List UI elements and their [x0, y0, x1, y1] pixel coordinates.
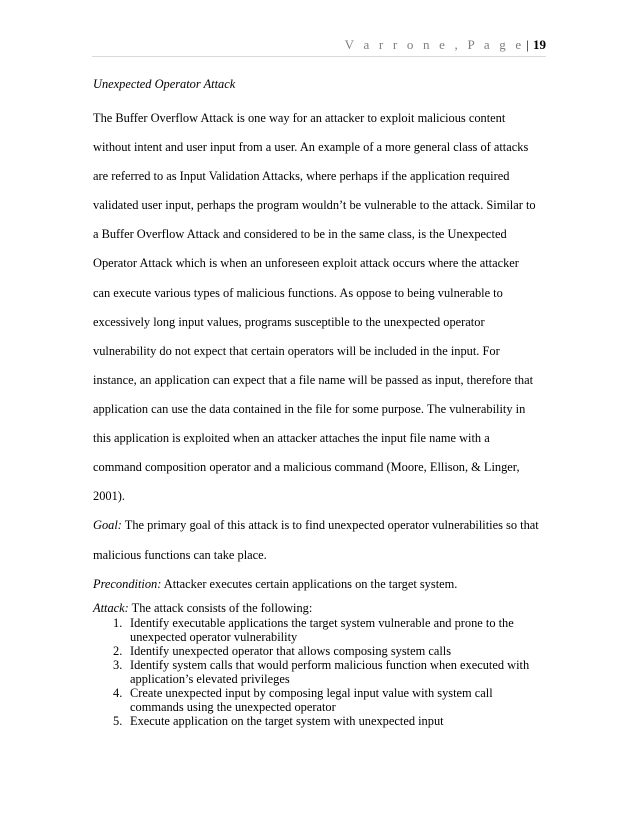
goal-line — [93, 511, 553, 540]
paragraph-line: this application is exploited when an attacker attaches the input file name with a — [93, 431, 490, 446]
list-item — [93, 616, 553, 644]
goal-label: Goal: — [93, 518, 122, 533]
paragraph-line: validated user input, perhaps the program wouldn’t be vulnerable to the attack. Similar to — [93, 198, 536, 213]
paragraph-line: command composition operator and a malicious command (Moore, Ellison, & Linger, — [93, 460, 520, 475]
header-separator: | — [526, 37, 529, 52]
attack-heading — [93, 601, 553, 616]
step-text: Create unexpected input by composing legal input value with system call — [130, 686, 493, 701]
list-item — [93, 686, 553, 714]
page-header — [345, 37, 546, 53]
attack-intro: The attack consists of the following: — [128, 601, 313, 616]
attack-label: Attack: — [93, 601, 129, 616]
list-item — [93, 714, 553, 728]
paragraph-line: The Buffer Overflow Attack is one way for an attacker to exploit malicious content — [93, 111, 506, 125]
step-text: Identify executable applications the target system vulnerable and prone to the — [130, 616, 514, 631]
page-body — [93, 75, 553, 728]
paragraph-line: are referred to as Input Validation Attacks, where perhaps if the application required — [93, 169, 510, 184]
goal-line-2: malicious functions can take place. — [93, 547, 267, 562]
step-text: Identify system calls that would perform malicious function when executed with — [130, 658, 530, 673]
paragraph-line: excessively long input values, programs susceptible to the unexpected operator — [93, 314, 485, 329]
goal-section — [93, 511, 553, 570]
list-item — [93, 644, 553, 658]
paragraph-line: 2001). — [93, 489, 126, 504]
body-paragraph — [93, 104, 553, 511]
list-item — [93, 658, 553, 686]
paragraph-line: a Buffer Overflow Attack and considered to be in the same class, is the Unexpected — [93, 227, 507, 242]
precondition-label: Precondition: — [93, 576, 162, 591]
header-rule — [92, 56, 546, 57]
header-author: V a r r o n e , P a g e — [344, 37, 525, 52]
step-text: Execute application on the target system with unexpected input — [130, 714, 444, 729]
step-text: unexpected operator vulnerability — [130, 630, 298, 645]
attack-section — [93, 601, 553, 728]
step-number: 5. — [113, 714, 123, 729]
step-number: 4. — [113, 686, 123, 701]
step-number: 2. — [113, 644, 123, 659]
paragraph-line: Operator Attack which is when an unforeseen exploit attack occurs where the attacker — [93, 256, 519, 271]
step-number: 3. — [113, 658, 123, 673]
paragraph-line: without intent and user input from a user. An example of a more general class of attacks — [93, 140, 529, 155]
precondition-section — [93, 570, 553, 599]
paragraph-line: application can use the data contained in the file for some purpose. The vulnerability in — [93, 401, 526, 416]
step-text: commands using the unexpected operator — [130, 700, 336, 715]
attack-steps-list — [93, 616, 553, 728]
step-text: application’s elevated privileges — [130, 672, 290, 687]
paragraph-line: vulnerability do not expect that certain operators will be included in the input. For — [93, 343, 500, 358]
precondition-line — [93, 570, 553, 599]
step-number: 1. — [113, 616, 123, 631]
page-number: 19 — [533, 37, 546, 52]
step-text: Identify unexpected operator that allows composing system calls — [130, 644, 452, 659]
paragraph-line: can execute various types of malicious functions. As oppose to being vulnerable to — [93, 285, 503, 300]
paragraph-line: instance, an application can expect that a file name will be passed as input, therefore that — [93, 372, 534, 387]
precondition-text: Attacker executes certain applications on the target system. — [161, 576, 458, 591]
section-title: Unexpected Operator Attack — [93, 77, 236, 91]
goal-text: The primary goal of this attack is to find unexpected operator vulnerabilities so that — [121, 518, 539, 533]
